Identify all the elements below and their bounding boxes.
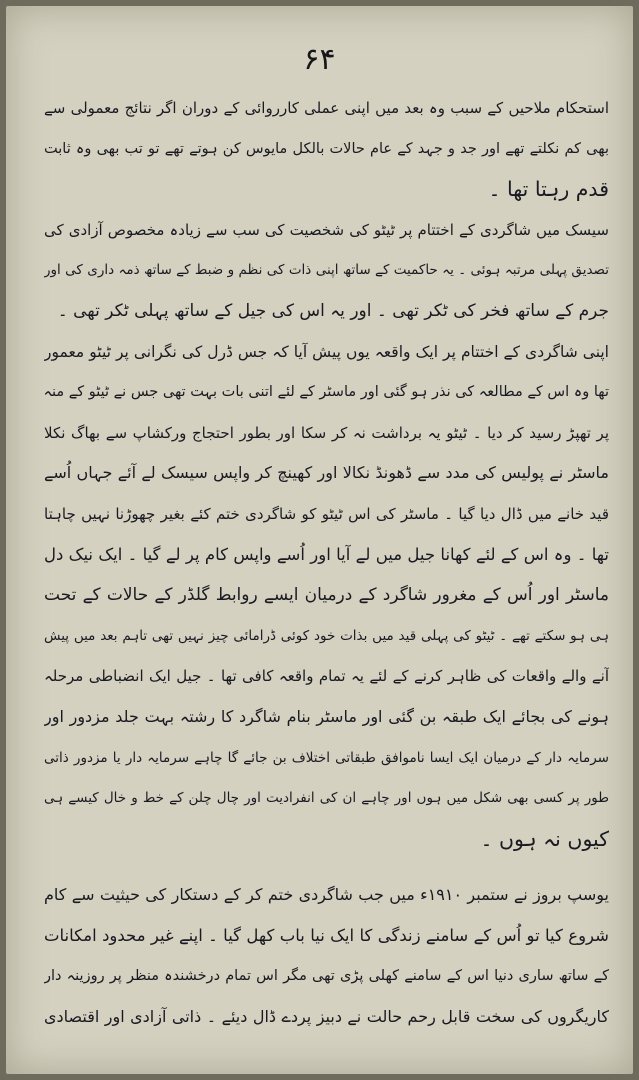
paragraph	[44, 875, 609, 1037]
text-line: ہونے کی بجائے ایک طبقہ بن گئی اور ماسٹر بنام شاگرد کا رشتہ بہت جلد مزدور اور	[44, 706, 609, 726]
text-line: سرمایہ دار کے درمیان ایک ایسا ناموافق طبقاتی اختلاف بن جائے گا چاہے سرمایہ دار یا مزدور ذاتی	[44, 749, 609, 766]
text-line: قید خانے میں ڈال دیا گیا ۔ ماسٹر کی اس ٹیٹو کو شاگردی ختم کئے بغیر چھوڑنا نہیں چاہتا	[44, 504, 609, 523]
page-body	[44, 88, 609, 1038]
text-line: پر تھپڑ رسید کر دیا ۔ ٹیٹو یہ برداشت نہ کر سکا اور بطور احتجاج ورکشاپ سے بھاگ نکلا	[44, 423, 609, 442]
text-line: استحکام ملاحیں کے سبب وہ بعد میں اپنی عملی کارروائی کے دوران اگر نتائج معمولی سے	[44, 99, 609, 117]
page-number: ۶۴	[303, 42, 336, 77]
paragraph	[44, 210, 609, 332]
text-line: بھی کم نکلتے تھے اور جد و جہد کے عام حالات بالکل مایوس کن ہوتے تھے تو تب بھی وہ ثابت	[44, 140, 609, 157]
text-line: آنے والے واقعات کی ظاہر کرنے کے لئے یہ تمام واقعہ کافی تھا ۔ جیل ایک انضباطی مرحلہ	[44, 667, 609, 686]
text-line: تھا وہ اس کے مطالعہ کی نذر ہو گئی اور ماسٹر کے لئے اتنی بات بہت تھی جس نے ٹیٹو کے منہ	[44, 384, 609, 401]
text-line: شروع کیا تو اُس کے سامنے زندگی کا ایک نیا باب کھل گیا ۔ اپنے غیر محدود امکانات	[44, 925, 609, 945]
book-page	[6, 6, 633, 1074]
paragraph	[44, 88, 609, 210]
text-line: سیسک میں شاگردی کے اختتام پر ٹیٹو کی شخصیت کی سب سے زیادہ مخصوص آزادی کی	[44, 220, 609, 239]
text-line: قدم رہتا تھا ۔	[488, 177, 609, 202]
paragraph	[44, 332, 609, 860]
text-line: کاریگروں کی سخت قابل رحم حالت نے دبیز پردے ڈال دیئے ۔ ذاتی آزادی اور اقتصادی	[44, 1007, 609, 1027]
text-line: تصدیق پہلی مرتبہ ہوئی ۔ یہ حاکمیت کے ساتھ اپنی ذات کی نظم و ضبط کے ساتھ ذمہ داری کی اور	[44, 262, 609, 279]
text-line: جرم کے ساتھ فخر کی ٹکر تھی ۔ اور یہ اس کی جیل کے ساتھ پہلی ٹکر تھی ۔	[57, 300, 609, 321]
text-line: ماسٹر نے پولیس کی مدد سے ڈھونڈ نکالا اور کھینچ کر واپس سیسک لے آئے جہاں اُسے	[44, 463, 609, 483]
text-line: یوسپ بروز نے ستمبر ۱۹۱۰ء میں جب شاگردی ختم کر کے دستکار کی حیثیت سے کام	[44, 885, 609, 905]
text-line: کے ساتھ ساری دنیا اس کے سامنے کھلی پڑی تھی مگر اس تمام درخشندہ منظر پر روزینہ دار	[44, 968, 609, 985]
text-line: ماسٹر اور اُس کے مغرور شاگرد کے درمیان ایسے روابط گلڈر کے حالات کے تحت	[44, 585, 609, 606]
text-line: طور پر کسی بھی شکل میں ہوں اور چاہے ان کی انفرادیت اور چال چلن کے خط و خال کیسے ہی	[44, 790, 609, 807]
text-line: ہی ہو سکتے تھے ۔ ٹیٹو کی پہلی قید میں بذات خود کوئی ڈرامائی چیز نہیں تھی تاہم بعد میں پیش	[44, 627, 609, 644]
text-line: کیوں نہ ہوں ۔	[480, 826, 609, 851]
text-line: اپنی شاگردی کے اختتام پر ایک واقعہ یوں پیش آیا کہ جس ڈرل کی نگرانی پر ٹیٹو معمور	[44, 342, 609, 361]
text-line: تھا ۔ وہ اس کے لئے کھانا جیل میں لے آیا اور اُسے واپس کام پر لے گیا ۔ ایک نیک دل	[44, 544, 609, 564]
